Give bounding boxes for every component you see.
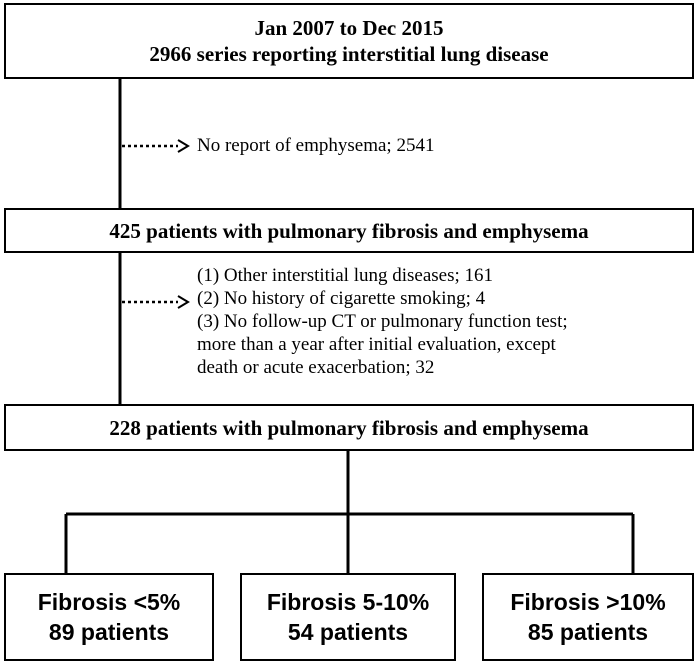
exclusion2-item-1: (1) Other interstitial lung diseases; 161: [197, 265, 494, 286]
group-2-label: Fibrosis 5-10%: [266, 589, 430, 615]
exclusion2-item-3-line-3: death or acute exacerbation; 32: [197, 357, 435, 378]
exclusion2-item-3-line-2: more than a year after initial evaluation, except: [197, 334, 556, 355]
top-box-date-range: Jan 2007 to Dec 2015: [254, 16, 444, 40]
exclusion2-item-3-line-1: (3) No follow-up CT or pulmonary function test;: [197, 311, 568, 332]
group-box-2: [240, 573, 456, 661]
group-box-1: [4, 573, 214, 661]
top-box: [4, 3, 694, 79]
lower-box: [4, 404, 694, 451]
group-3-count: 85 patients: [527, 619, 649, 645]
group-box-3: [482, 573, 694, 661]
group-3-label: Fibrosis >10%: [510, 589, 666, 615]
middle-box-text: 425 patients with pulmonary fibrosis and emphysema: [109, 218, 589, 243]
group-1-count: 89 patients: [48, 619, 170, 645]
lower-box-text: 228 patients with pulmonary fibrosis and emphysema: [109, 415, 589, 440]
exclusion1-arrowhead: [178, 140, 188, 152]
group-2-count: 54 patients: [287, 619, 409, 645]
top-box-series-count: 2966 series reporting interstitial lung disease: [149, 42, 549, 66]
exclusion1-text: No report of emphysema; 2541: [197, 135, 435, 156]
exclusion2-list: [197, 264, 568, 379]
middle-box: [4, 208, 694, 253]
exclusion2-item-2: (2) No history of cigarette smoking; 4: [197, 288, 486, 309]
group-1-label: Fibrosis <5%: [37, 589, 181, 615]
exclusion2-arrowhead: [178, 296, 188, 308]
